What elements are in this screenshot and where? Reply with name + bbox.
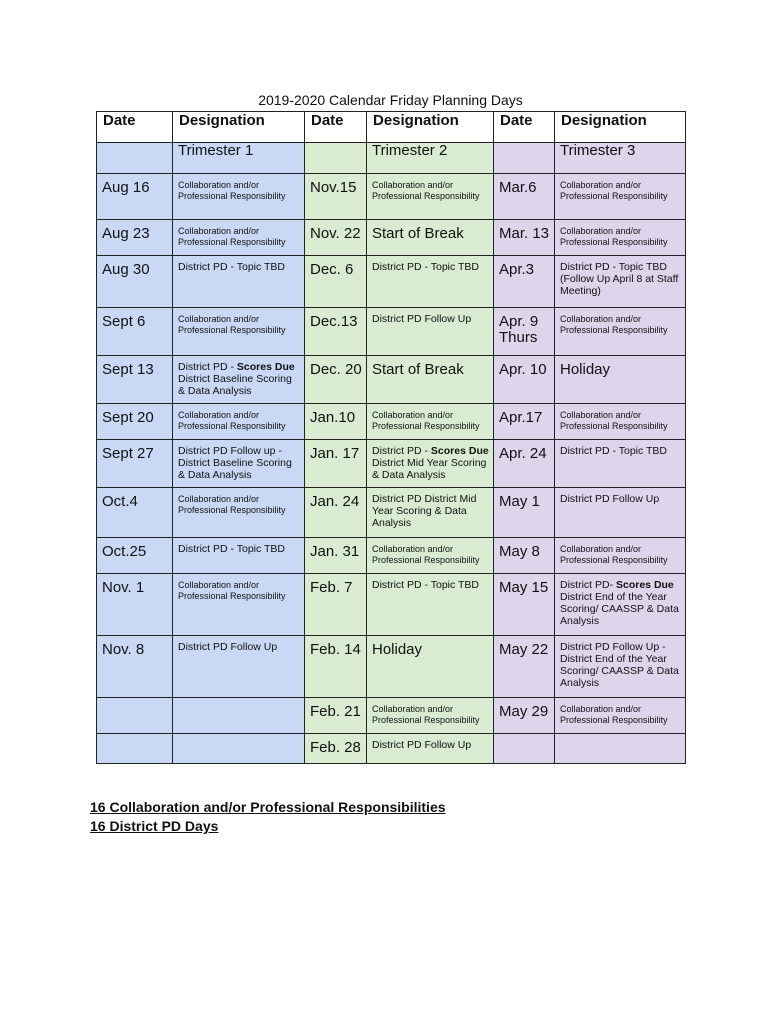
table-row xyxy=(97,440,686,488)
table-row xyxy=(97,538,686,574)
date-cell: Feb. 28 xyxy=(310,739,361,756)
date-cell: Jan. 31 xyxy=(310,543,360,560)
date-cell: Aug 30 xyxy=(102,261,150,278)
designation-cell: District PD Follow up - District Baseline Scoring & Data Analysis xyxy=(178,445,292,481)
date-cell: Aug 23 xyxy=(102,225,150,242)
date-cell: May 22 xyxy=(499,641,549,658)
date-cell: Mar. 13 xyxy=(499,225,550,242)
trimester-label: Trimester 2 xyxy=(367,143,494,174)
table-row xyxy=(97,636,686,698)
trimester-row xyxy=(97,143,686,174)
designation-cell: District PD - Topic TBD xyxy=(178,261,285,273)
designation-cell: Collaboration and/or Professional Responsibility xyxy=(178,410,286,431)
table-row xyxy=(97,308,686,356)
trimester-label: Trimester 1 xyxy=(173,143,305,174)
summary-collaboration: 16 Collaboration and/or Professional Responsibilities xyxy=(90,799,446,815)
calendar-table xyxy=(96,111,686,764)
designation-cell: Collaboration and/or Professional Responsibility xyxy=(560,704,668,725)
designation-cell: District PD - Topic TBD xyxy=(372,579,479,591)
designation-cell: Collaboration and/or Professional Responsibility xyxy=(178,580,286,601)
table-row xyxy=(97,574,686,636)
designation-cell xyxy=(555,734,685,740)
designation-cell: District PD Follow Up xyxy=(372,313,472,325)
designation-cell: Start of Break xyxy=(372,225,464,242)
date-cell: Oct.4 xyxy=(102,493,138,510)
header-cell: Designation xyxy=(555,112,686,143)
designation-cell: District PD - Topic TBD xyxy=(372,261,479,273)
table-row xyxy=(97,220,686,256)
date-cell: Dec. 20 xyxy=(310,361,362,378)
date-cell: Nov. 22 xyxy=(310,225,361,242)
trimester-label: Trimester 3 xyxy=(555,143,686,174)
summary-district-pd: 16 District PD Days xyxy=(90,818,219,834)
designation-cell: Collaboration and/or Professional Responsibility xyxy=(560,314,668,335)
date-cell: Sept 20 xyxy=(102,409,154,426)
date-cell: Apr.3 xyxy=(499,261,535,278)
designation-cell: District PD Follow Up xyxy=(560,493,660,505)
designation-cell: Collaboration and/or Professional Responsibility xyxy=(372,704,480,725)
date-cell: Sept 27 xyxy=(102,445,154,462)
date-cell: May 1 xyxy=(499,493,540,510)
date-cell: Nov. 1 xyxy=(102,579,145,596)
designation-cell: District PD- Scores Due District End of the Year Scoring/ CAASSP & Data Analysis xyxy=(560,579,679,627)
designation-cell: District PD Follow Up - District End of the Year Scoring/ CAASSP & Data Analysis xyxy=(560,641,679,689)
designation-cell: Collaboration and/or Professional Responsibility xyxy=(560,410,668,431)
date-cell: Nov. 8 xyxy=(102,641,145,658)
table-row xyxy=(97,404,686,440)
header-cell: Date xyxy=(305,112,367,143)
date-cell: Apr. 9 Thurs xyxy=(499,313,539,346)
header-cell: Date xyxy=(494,112,555,143)
designation-cell xyxy=(173,698,304,704)
date-cell: Sept 13 xyxy=(102,361,154,378)
table-row xyxy=(97,488,686,538)
date-cell: Jan. 17 xyxy=(310,445,360,462)
page-title: 2019-2020 Calendar Friday Planning Days xyxy=(258,92,523,108)
date-cell: Dec. 6 xyxy=(310,261,354,278)
designation-cell: Collaboration and/or Professional Responsibility xyxy=(372,180,480,201)
date-cell: May 29 xyxy=(499,703,549,720)
designation-cell: Collaboration and/or Professional Responsibility xyxy=(560,226,668,247)
designation-cell: District PD - Scores Due District Baseline Scoring & Data Analysis xyxy=(178,361,295,397)
designation-cell: Collaboration and/or Professional Responsibility xyxy=(372,544,480,565)
date-cell: Dec.13 xyxy=(310,313,358,330)
date-cell: Jan.10 xyxy=(310,409,356,426)
date-cell xyxy=(97,734,172,740)
table-row xyxy=(97,698,686,734)
designation-cell: District PD - Topic TBD (Follow Up April 8 at Staff Meeting) xyxy=(560,261,679,297)
designation-cell: Collaboration and/or Professional Responsibility xyxy=(178,314,286,335)
designation-cell: Holiday xyxy=(372,641,423,658)
date-cell: Nov.15 xyxy=(310,179,357,196)
date-cell: Feb. 21 xyxy=(310,703,361,720)
designation-cell: Collaboration and/or Professional Responsibility xyxy=(178,494,286,515)
date-cell: May 8 xyxy=(499,543,540,560)
designation-cell: District PD District Mid Year Scoring & Data Analysis xyxy=(372,493,477,529)
date-cell: Feb. 14 xyxy=(310,641,361,658)
designation-cell: District PD Follow Up xyxy=(372,739,472,751)
date-cell: Apr. 10 xyxy=(499,361,547,378)
header-cell: Date xyxy=(97,112,173,143)
designation-cell: Collaboration and/or Professional Responsibility xyxy=(560,544,668,565)
date-cell: Oct.25 xyxy=(102,543,147,560)
designation-cell: District PD - Scores Due District Mid Year Scoring & Data Analysis xyxy=(372,445,489,481)
header-row xyxy=(97,112,686,143)
designation-cell: Collaboration and/or Professional Responsibility xyxy=(178,226,286,247)
date-cell: Feb. 7 xyxy=(310,579,353,596)
table-row xyxy=(97,174,686,220)
date-cell: Jan. 24 xyxy=(310,493,360,510)
designation-cell: District PD - Topic TBD xyxy=(178,543,285,555)
designation-cell: District PD Follow Up xyxy=(178,641,278,653)
date-cell xyxy=(494,734,554,740)
date-cell: Apr. 24 xyxy=(499,445,547,462)
date-cell: May 15 xyxy=(499,579,549,596)
designation-cell: Holiday xyxy=(560,361,611,378)
date-cell: Apr.17 xyxy=(499,409,543,426)
date-cell xyxy=(97,698,172,704)
designation-cell: Collaboration and/or Professional Responsibility xyxy=(372,410,480,431)
designation-cell: Start of Break xyxy=(372,361,464,378)
designation-cell: Collaboration and/or Professional Responsibility xyxy=(560,180,668,201)
date-cell: Aug 16 xyxy=(102,179,150,196)
table-row xyxy=(97,356,686,404)
date-cell: Mar.6 xyxy=(499,179,537,196)
designation-cell: Collaboration and/or Professional Responsibility xyxy=(178,180,286,201)
designation-cell: District PD - Topic TBD xyxy=(560,445,667,457)
designation-cell xyxy=(173,734,304,740)
date-cell: Sept 6 xyxy=(102,313,146,330)
table-row xyxy=(97,734,686,764)
header-cell: Designation xyxy=(173,112,305,143)
table-row xyxy=(97,256,686,308)
header-cell: Designation xyxy=(367,112,494,143)
